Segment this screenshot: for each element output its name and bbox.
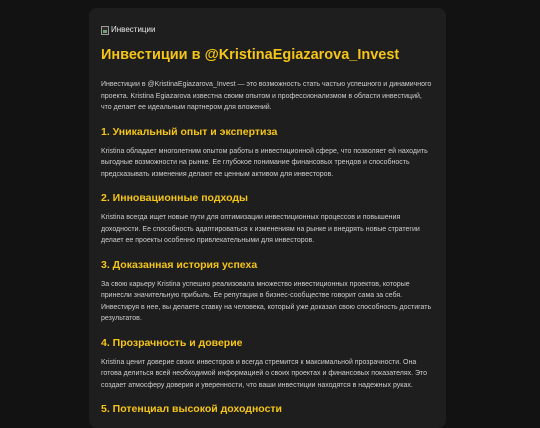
- section-text: Kristina обладает многолетним опытом работы в инвестиционной сфере, что позволяет ей находить выгодные возможности на рынке. Ее глубокое понимание финансовых трендов и способность предсказывать изменения делают ее ценным активом для инвесторов.: [101, 147, 428, 178]
- section-text: За свою карьеру Kristina успешно реализовала множество инвестиционных проектов, которые принесли значительную прибыль. Ее репутация в бизнес-сообществе говорит сама за себя. Инвестируя в нее, вы делаете ставку на человека, который уже доказал свою способность достигать результатов.: [101, 280, 432, 322]
- section-text: Kristina ценит доверие своих инвесторов и всегда стремится к максимальной прозрачности. Она готова делиться всей необходимой информацией о своих проектах и финансовых показателях. Это создает атмосферу доверия и уверенности, что ваши инвестиции находятся в надежных руках.: [101, 358, 428, 389]
- section-4: [101, 336, 434, 392]
- section-heading: 3. Доказанная история успеха: [101, 258, 258, 271]
- broken-image-icon: [101, 26, 109, 35]
- section-heading: 2. Инновационные подходы: [101, 192, 248, 204]
- section-1: [101, 125, 434, 181]
- section-heading: 5. Потенциал высокой доходности: [101, 403, 283, 415]
- article-card: [89, 8, 446, 428]
- section-heading: 4. Прозрачность и доверие: [101, 336, 243, 349]
- hero-image: [101, 24, 434, 36]
- section-5: [101, 402, 434, 416]
- section-2: [101, 191, 434, 247]
- page-title: Инвестиции в @KristinaEgiazarova_Invest: [101, 47, 400, 63]
- intro-paragraph: Инвестиции в @KristinaEgiazarova_Invest — это возможность стать частью успешного и динамичного проекта. Kristina Egiazarova известна своим опытом и профессионализмом в области инвестиций, что делает ее идеальным партнером для вложений.: [101, 81, 432, 111]
- section-heading: 1. Уникальный опыт и экспертиза: [101, 125, 278, 138]
- section-text: Kristina всегда ищет новые пути для оптимизации инвестиционных процессов и повышения доходности. Ее способность адаптироваться к изменениям на рынке и внедрять новые стратегии делает ее проекты особенно привлекательными для инвесторов.: [101, 214, 420, 244]
- section-3: [101, 258, 434, 325]
- hero-image-alt: Инвестиции: [111, 25, 156, 34]
